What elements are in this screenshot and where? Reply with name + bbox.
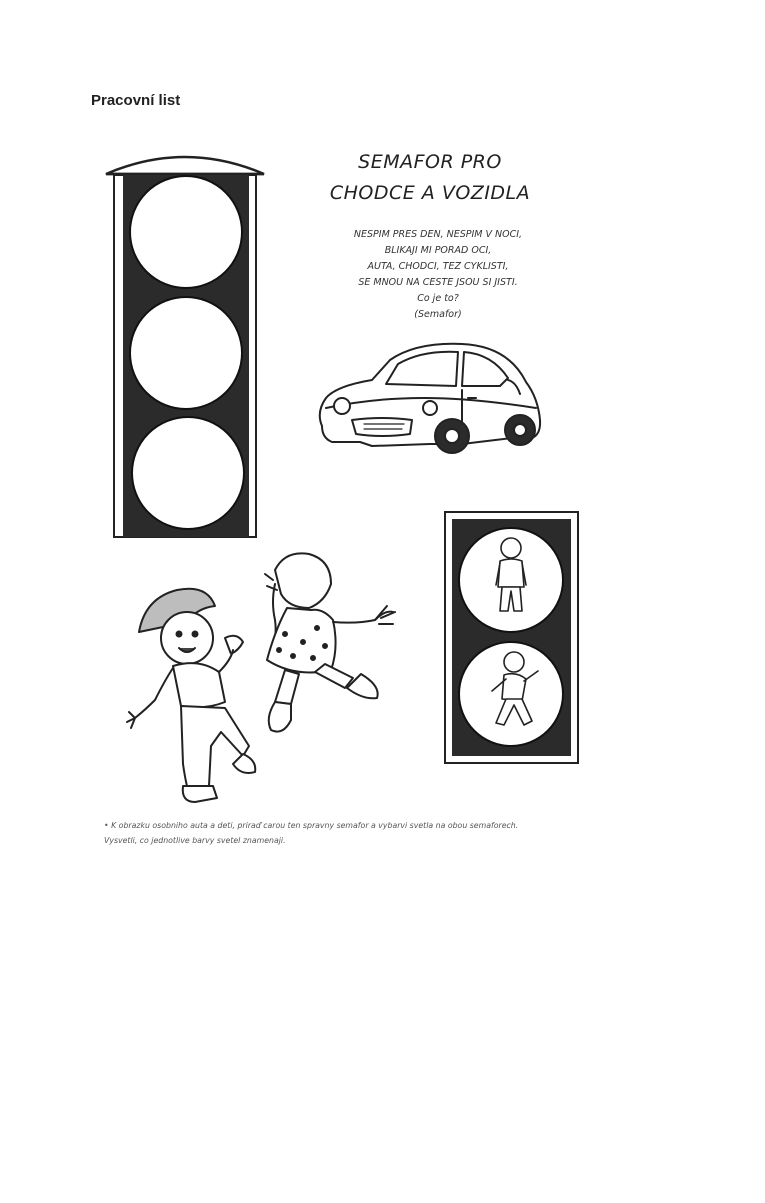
task-instruction [104, 818, 584, 848]
vehicle-traffic-light-icon [100, 150, 270, 545]
poem-line: Co je to? [417, 293, 459, 304]
poem-line: (Semafor) [414, 309, 462, 320]
car-icon [312, 338, 547, 463]
poem-line: SE MNOU NA CESTE JSOU SI JISTI. [358, 277, 518, 288]
instruction-line: Vysvetli, co jednotlive barvy svetel znamenaji. [104, 836, 286, 845]
riddle-title-line: CHODCE A VOZIDLA [329, 182, 531, 204]
poem-line: BLIKAJI MI PORAD OCI, [384, 245, 492, 256]
worksheet-heading: Pracovní list [91, 92, 181, 109]
riddle-poem [318, 227, 558, 323]
poem-line: AUTA, CHODCI, TEZ CYKLISTI, [367, 261, 509, 272]
riddle-title-line: SEMAFOR PRO [358, 151, 502, 173]
poem-line: NESPIM PRES DEN, NESPIM V NOCI, [353, 229, 523, 240]
riddle-title [310, 147, 550, 209]
pedestrian-traffic-light-icon [444, 511, 579, 764]
instruction-line: • K obrazku osobniho auta a deti, priraď carou ten spravny semafor a vybarvi svetla na obou semaforech. [104, 821, 519, 830]
children-walking-icon [125, 550, 400, 812]
